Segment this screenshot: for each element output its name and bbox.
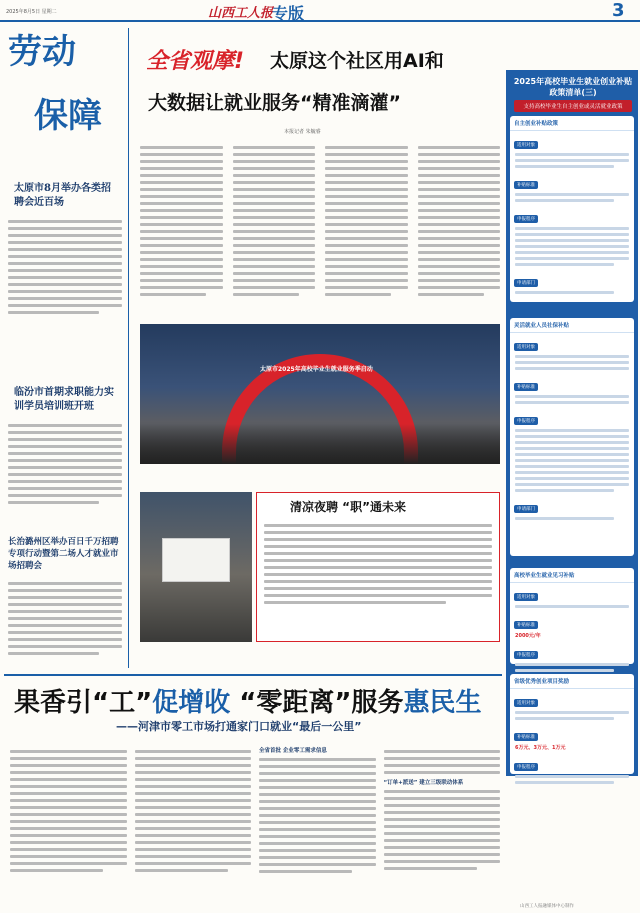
footer-note: 山西工人报融媒体中心制作: [520, 904, 574, 909]
pill-dept: 申请部门: [514, 279, 538, 287]
story-body-changzhi: [8, 578, 122, 659]
pill-dept: 申请部门: [514, 505, 538, 513]
arch-banner-text: 太原市2025年高校毕业生就业服务季启动: [260, 366, 373, 373]
dateline: 2025年8月5日 星期二: [6, 9, 57, 15]
card-heading: 省级优秀创业项目奖励: [510, 674, 634, 689]
column-title-security: 保障: [34, 96, 102, 136]
caption-title: 清凉夜聘 “职”通未来: [290, 500, 406, 514]
caption-body: [264, 520, 492, 608]
section-head-2: “订单+派送” 建立三级联动体系: [383, 780, 464, 786]
story-body-taiyuan: [8, 216, 122, 318]
bottom-headline: [14, 682, 481, 719]
bottom-rule: [4, 674, 502, 676]
policy-card-startup: [510, 116, 634, 302]
pill-standard: 补贴标准: [514, 733, 538, 741]
section-label: 专版: [272, 4, 305, 23]
award-amount: 6万元、3万元、1万元: [515, 745, 566, 751]
section-head-1: 全省首批 企业零工需求信息: [259, 748, 327, 754]
headline-part-d: 惠民生: [403, 688, 482, 718]
headline-part-c: “零距离”服务: [230, 688, 404, 718]
policy-card-project-award: [510, 674, 634, 774]
card-heading: 灵活就业人员社保补贴: [510, 318, 634, 333]
feature-title-line1: 太原这个社区用AI和: [270, 50, 444, 72]
pill-object: 适用对象: [514, 699, 538, 707]
photo-job-fair-arch: [140, 324, 500, 464]
policy-card-social-insurance: [510, 318, 634, 556]
pill-object: 适用对象: [514, 593, 538, 601]
pill-standard: 补贴标准: [514, 181, 538, 189]
pill-standard: 补贴标准: [514, 621, 538, 629]
page-header: [0, 0, 640, 22]
sidebar-title: 2025年高校毕业生就业创业补贴政策清单(三): [513, 77, 633, 97]
feature-byline: 本报记者 朱毓睿: [284, 129, 321, 135]
headline-part-a: 果香引“工”: [14, 688, 153, 718]
policy-card-internship: [510, 568, 634, 664]
feature-title-line2: 大数据让就业服务“精准滴灌”: [148, 92, 401, 114]
pill-apply: 申报程序: [514, 763, 538, 771]
story-title-changzhi: 长治潞州区举办百日千万招聘专项行动暨第二场人才就业市场招聘会: [8, 537, 119, 571]
story-title-taiyuan: 太原市8月举办各类招聘会近百场: [14, 183, 111, 208]
pill-apply: 申报程序: [514, 215, 538, 223]
bottom-subheadline: ——河津市零工市场打通家门口就业“最后一公里”: [116, 720, 362, 733]
card-heading: 自主创业补贴政策: [510, 116, 634, 131]
column-divider: [128, 28, 129, 668]
pill-apply: 申报程序: [514, 651, 538, 659]
internship-amount: 2000元/年: [515, 633, 541, 639]
column-title-labor: 劳动: [8, 32, 76, 72]
crowd-silhouette: [140, 424, 500, 464]
pill-apply: 申报程序: [514, 417, 538, 425]
card-heading: 高校毕业生就业见习补贴: [510, 568, 634, 583]
booth-sign: [162, 538, 230, 582]
headline-part-b: 促增收: [152, 688, 231, 718]
feature-title-highlight: 全省观摩!: [146, 49, 245, 74]
story-body-linfen: [8, 420, 122, 508]
photo-recruitment-booth: [140, 492, 252, 642]
pill-object: 适用对象: [514, 343, 538, 351]
bottom-body-text: [10, 746, 500, 896]
story-title-linfen: 临汾市首期求职能力实训学员培训班开班: [14, 387, 114, 412]
page-number: 3: [612, 0, 625, 21]
sidebar-subtitle: 支持高校毕业生自主创业或灵活就业政策: [514, 100, 632, 112]
pill-standard: 补贴标准: [514, 383, 538, 391]
pill-object: 适用对象: [514, 141, 538, 149]
feature-body-text: [140, 142, 500, 318]
masthead-logo: 山西工人报: [208, 6, 274, 21]
